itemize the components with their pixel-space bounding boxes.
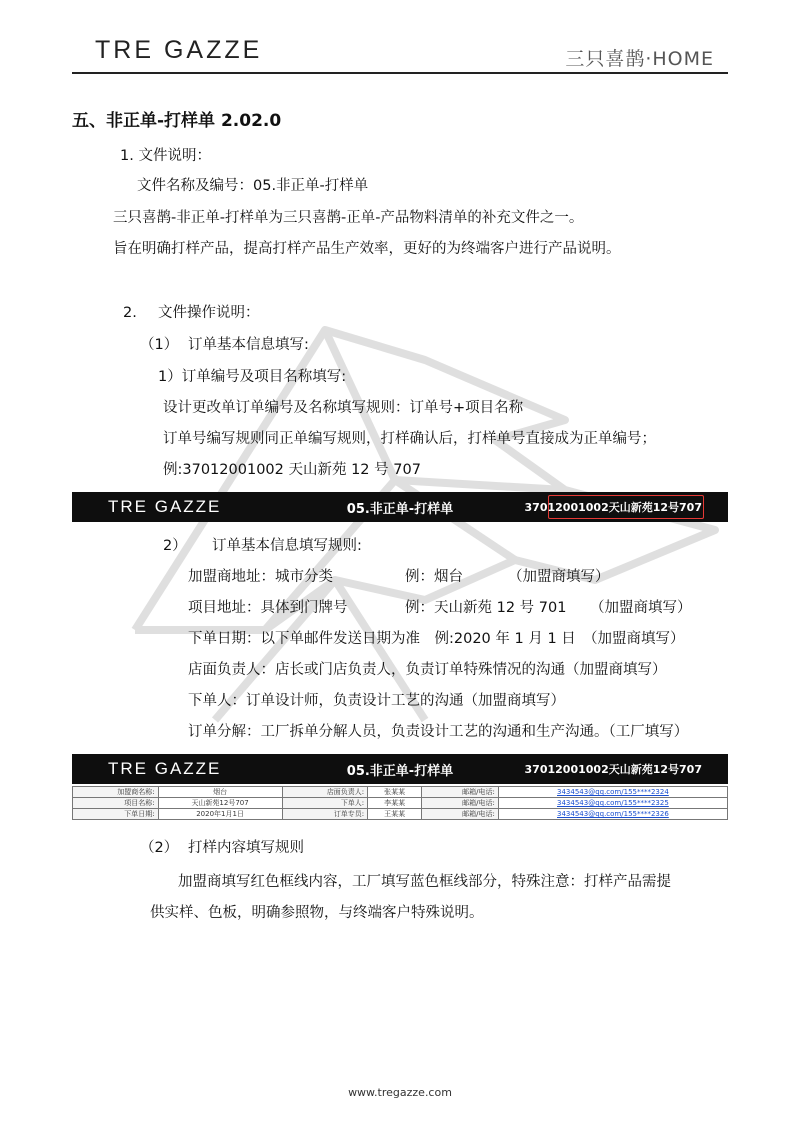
bar-logo: TRE GAZZE: [108, 497, 222, 516]
header-divider: [72, 72, 728, 74]
cell-label: 邮箱/电话:: [422, 798, 499, 809]
sample-header-bar: [72, 492, 728, 522]
brand-name-right: 三只喜鹊·HOME: [565, 48, 714, 70]
bar-logo: TRE GAZZE: [108, 759, 222, 778]
step2-label: 订单基本信息填写规则:: [212, 538, 362, 554]
order-info-table: [72, 786, 728, 820]
cell-label: 邮箱/电话:: [422, 787, 499, 798]
item2-label: 文件操作说明：: [158, 305, 260, 321]
sub1-label: 订单基本信息填写:: [188, 337, 309, 353]
rule-line-2: 订单号编写规则同正单编写规则，打样确认后，打样单号直接成为正单编号；: [163, 431, 656, 447]
cell-label: 店面负责人:: [282, 787, 368, 798]
step1-label: 1）订单编号及项目名称填写:: [158, 369, 347, 385]
bar-order-code: 37012001002天山新苑12号707: [524, 763, 702, 776]
rule-franchise-note: （加盟商填写）: [508, 569, 610, 585]
cell-label: 邮箱/电话:: [422, 809, 499, 820]
step2-number: 2）: [163, 538, 187, 554]
rule-project-address: 项目地址：具体到门牌号: [188, 600, 348, 616]
rule-line-1: 设计更改单订单编号及名称填写规则：订单号+项目名称: [163, 400, 524, 416]
cell-label: 下单人:: [282, 798, 368, 809]
footer-website[interactable]: www.tregazze.com: [348, 1086, 452, 1099]
cell-value: 烟台: [158, 787, 282, 798]
cell-email-link[interactable]: 3434543@qq.com/155****2326: [498, 809, 727, 820]
example-line: 例:37012001002 天山新苑 12 号 707: [163, 462, 421, 478]
cell-label: 订单专员:: [282, 809, 368, 820]
cell-email-link[interactable]: 3434543@qq.com/155****2325: [498, 798, 727, 809]
cell-value: 李某某: [368, 798, 422, 809]
section-title: 五、非正单-打样单 2.02.0: [72, 111, 282, 131]
table-row: [73, 798, 728, 809]
rule-project-example: 例：天山新苑 12 号 701: [405, 600, 567, 616]
intro-line-a: 三只喜鹊-非正单-打样单为三只喜鹊-正单-产品物料清单的补充文件之一。: [113, 210, 584, 226]
rule-order-split: 订单分解：工厂拆单分解人员，负责设计工艺的沟通和生产沟通。（工厂填写）: [188, 724, 689, 740]
table-row: [73, 787, 728, 798]
bar-title: 05.非正单-打样单: [346, 502, 454, 517]
brand-logo: TRE GAZZE: [95, 36, 263, 64]
table-row: [73, 809, 728, 820]
rule-order-date: 下单日期：以下单邮件发送日期为准 例:2020 年 1 月 1 日 （加盟商填写）: [188, 631, 685, 647]
item2-number: 2.: [123, 305, 137, 321]
content-para-line2: 供实样、色板，明确参照物，与终端客户特殊说明。: [150, 905, 484, 921]
cell-value: 2020年1月1日: [158, 809, 282, 820]
bar-order-code: 37012001002天山新苑12号707: [524, 501, 702, 514]
item1-heading: 1. 文件说明：: [120, 148, 211, 164]
sub2-label: 打样内容填写规则: [188, 840, 304, 856]
rule-franchise-address: 加盟商地址：城市分类: [188, 569, 333, 585]
content-para-line1: 加盟商填写红色框线内容，工厂填写蓝色框线部分，特殊注意：打样产品需提: [178, 874, 671, 890]
cell-value: 天山新苑12号707: [158, 798, 282, 809]
cell-value: 王某某: [368, 809, 422, 820]
rule-store-manager: 店面负责人：店长或门店负责人，负责订单特殊情况的沟通（加盟商填写）: [188, 662, 667, 678]
rule-orderer: 下单人：订单设计师，负责设计工艺的沟通（加盟商填写）: [188, 693, 565, 709]
intro-line-b: 旨在明确打样产品，提高打样产品生产效率，更好的为终端客户进行产品说明。: [113, 241, 621, 257]
rule-franchise-example: 例：烟台: [405, 569, 463, 585]
cell-email-link[interactable]: 3434543@qq.com/155****2324: [498, 787, 727, 798]
cell-label: 加盟商名称:: [73, 787, 159, 798]
rule-project-note: （加盟商填写）: [590, 600, 692, 616]
cell-value: 张某某: [368, 787, 422, 798]
sample-header-bar-full: [72, 754, 728, 784]
bar-title: 05.非正单-打样单: [346, 764, 454, 779]
cell-label: 项目名称:: [73, 798, 159, 809]
sub1-number: （1）: [140, 337, 179, 353]
sub2-number: （2）: [140, 840, 179, 856]
cell-label: 下单日期:: [73, 809, 159, 820]
file-name-line: 文件名称及编号：05.非正单-打样单: [137, 178, 369, 194]
